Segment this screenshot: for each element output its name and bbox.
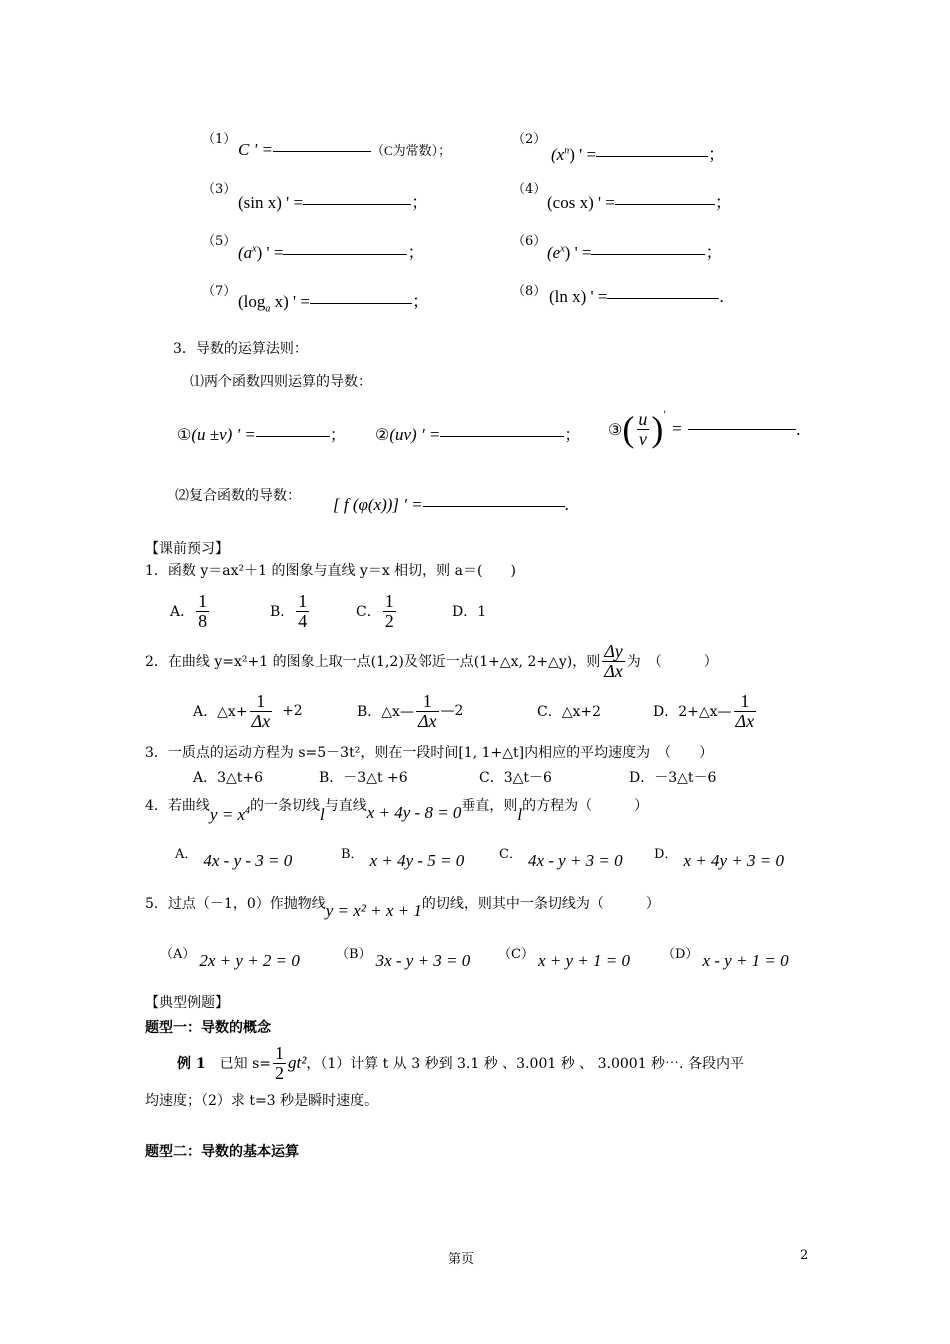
example-expr: gt² <box>288 1053 307 1073</box>
formula-tag: （3） <box>202 182 237 197</box>
fraction <box>602 642 625 681</box>
fraction <box>250 692 273 731</box>
option-b[interactable] <box>336 943 498 971</box>
formula-expr: x) ' = <box>270 292 310 311</box>
option-b[interactable] <box>270 592 356 631</box>
formula-expr: (x <box>551 145 565 164</box>
formula-expr: ) ' = <box>256 243 284 262</box>
fraction-den: Δx <box>417 710 437 731</box>
formula-expr: (a <box>238 243 253 262</box>
formula-end: ； <box>407 243 425 262</box>
option-expr: x + 4y + 3 = 0 <box>683 851 784 870</box>
fraction-num: u <box>638 409 648 429</box>
option-expr: x + y + 1 = 0 <box>537 951 630 970</box>
q1-options <box>170 592 486 631</box>
q4-options <box>175 843 784 871</box>
question-text: 为 （ ） <box>626 654 718 671</box>
formula-4 <box>512 178 546 197</box>
formula-note: （C为常数）； <box>370 143 452 158</box>
answer-blank[interactable] <box>688 428 796 430</box>
fraction <box>416 692 439 731</box>
question-text: 与直线 <box>324 798 367 814</box>
formula-expr: (cos x) ' = <box>547 193 615 212</box>
option-b[interactable] <box>341 843 499 871</box>
option-tail: +2 <box>282 703 303 720</box>
formula-6-lhs <box>547 238 722 263</box>
fraction-den: 8 <box>198 610 208 631</box>
left-paren-icon: ( <box>622 409 635 450</box>
formula-tag: （6） <box>512 234 547 249</box>
formula-tag: （2） <box>512 132 547 147</box>
formula-2-lhs <box>551 140 725 165</box>
fraction <box>383 592 396 631</box>
formula-3-lhs <box>238 188 428 213</box>
option-label: （C） <box>498 947 534 962</box>
option-tail: —2 <box>440 703 464 720</box>
type-1-heading: 题型一：导数的概念 <box>145 1020 271 1036</box>
fraction-den: Δx <box>735 710 755 731</box>
formula-tag: （1） <box>202 132 237 147</box>
answer-blank[interactable] <box>310 302 412 304</box>
formula-4-lhs <box>547 188 732 213</box>
fraction-num: 1 <box>740 691 750 711</box>
formula-expr: ) ' = <box>564 243 592 262</box>
formula-end: ； <box>411 193 429 212</box>
rule-expr: (u ±v) ' = <box>191 425 256 444</box>
option-a[interactable] <box>193 692 357 731</box>
formula-end: ； <box>411 292 429 311</box>
question-1 <box>145 560 516 580</box>
answer-blank[interactable] <box>256 435 330 437</box>
formula-5-lhs <box>238 238 424 263</box>
rule-end: . <box>564 495 569 514</box>
fraction-num: 1 <box>422 691 432 711</box>
option-a[interactable] <box>160 943 336 971</box>
formula-tag: （7） <box>202 284 237 299</box>
footer-label: 第页 <box>448 1252 475 1267</box>
example-label: 例 1 <box>177 1056 206 1073</box>
q3-options <box>193 767 716 787</box>
option-a[interactable] <box>170 592 270 631</box>
fraction-den: Δx <box>251 710 271 731</box>
section-3-sub1: ⑴两个函数四则运算的导数： <box>190 374 372 390</box>
question-text: 5．过点（－1，0）作抛物线 <box>145 896 326 912</box>
formula-8-lhs <box>549 287 724 307</box>
option-c[interactable] <box>537 701 653 721</box>
equals-sign: = <box>672 419 682 439</box>
page-number: 2 <box>800 1248 809 1263</box>
option-label: A． <box>175 847 198 862</box>
formula-6 <box>512 230 546 249</box>
line-expr: x + 4y - 8 = 0 <box>366 803 462 822</box>
formula-end: ； <box>705 243 723 262</box>
line-l: l <box>319 805 325 824</box>
curve-expr: y = x² + x + 1 <box>325 901 422 920</box>
curve-expr-text: y = x <box>209 805 245 824</box>
option-d[interactable] <box>452 601 486 621</box>
fraction <box>273 1044 286 1083</box>
fraction-den: 2 <box>384 610 394 631</box>
formula-end: . <box>719 287 724 306</box>
option-value: 1 <box>477 604 487 621</box>
question-3: 3．一质点的运动方程为 s=5－3t²，则在一段时间[1, 1+△t]内相应的平均速度为 （ ） <box>145 745 714 761</box>
formula-5 <box>202 230 236 249</box>
answer-blank[interactable] <box>273 150 371 152</box>
line-l: l <box>517 805 523 824</box>
fraction-num: 1 <box>198 591 208 611</box>
example-1-line2: 均速度；（2）求 t=3 秒是瞬时速度。 <box>145 1093 379 1109</box>
question-5 <box>145 893 660 921</box>
type-2-heading: 题型二：导数的基本运算 <box>145 1144 299 1160</box>
option-c[interactable] <box>499 843 654 871</box>
fraction-num: 1 <box>298 591 308 611</box>
option-c[interactable] <box>498 943 662 971</box>
formula-2 <box>512 128 546 147</box>
option-d[interactable] <box>654 843 784 871</box>
rule-tag: ① <box>177 425 192 444</box>
formula-tag: （4） <box>512 182 547 197</box>
option-expr: x - y + 1 = 0 <box>702 951 789 970</box>
answer-blank[interactable] <box>591 253 705 255</box>
formula-sub: a <box>265 303 271 315</box>
option-expr: 4x - y + 3 = 0 <box>527 851 623 870</box>
fraction <box>196 592 209 631</box>
question-text: 的方程为（ ） <box>522 798 649 814</box>
option-expr: 2x + y + 2 = 0 <box>199 951 300 970</box>
rule-tag: ③ <box>608 419 623 439</box>
answer-blank[interactable] <box>423 505 565 507</box>
fraction-den: v <box>638 428 647 449</box>
question-2 <box>145 642 718 681</box>
section-3-sub2: ⑵复合函数的导数： <box>175 488 301 504</box>
rule-2 <box>375 422 580 445</box>
option-label: （D） <box>662 947 699 962</box>
prime-mark: ' <box>663 410 667 421</box>
option-label: （A） <box>160 947 196 962</box>
formula-3 <box>202 178 236 197</box>
fraction-num: 1 <box>275 1043 284 1063</box>
formula-tag: （5） <box>202 234 237 249</box>
option-label: B． <box>341 847 364 862</box>
right-paren-icon: ) <box>651 409 664 450</box>
rule-expr: (uv) ' = <box>389 425 441 444</box>
formula-end: ； <box>708 145 726 164</box>
example-text: ，（1）计算 t 从 3 秒到 3.1 秒 、3.001 秒 、 3.0001 秒⋯. 各段内平 <box>306 1056 744 1073</box>
rule-3 <box>608 410 801 449</box>
formula-tag: （8） <box>512 284 547 299</box>
option-label: B． <box>270 604 295 621</box>
fraction-num: 1 <box>256 691 266 711</box>
option-label: （B） <box>336 947 372 962</box>
formula-7-lhs <box>238 287 429 314</box>
option-label: A．△x+ <box>193 704 248 721</box>
formula-expr: C ' = <box>238 140 273 159</box>
question-text: 的一条切线 <box>249 798 320 814</box>
question-text: y＝ax²＋1 的图象与直线 y＝x 相切，则 a＝( ) <box>200 563 516 579</box>
option-expr: 4x - y - 3 = 0 <box>203 851 293 870</box>
option-label: D．2+△x— <box>653 704 732 721</box>
section-3-title: 3．导数的运算法则： <box>173 341 308 357</box>
answer-blank[interactable] <box>607 297 719 299</box>
option-d[interactable]: D．－3△t－6 <box>629 770 717 786</box>
option-a[interactable] <box>175 843 341 871</box>
example-1 <box>177 1044 744 1083</box>
fraction-den: Δx <box>604 660 623 681</box>
question-text: 的切线，则其中一条切线为（ ） <box>421 896 660 912</box>
option-label: D． <box>452 604 478 621</box>
answer-blank[interactable] <box>596 155 708 157</box>
option-label: D． <box>654 847 678 862</box>
option-b[interactable]: B．－3△t +6 <box>319 770 408 786</box>
option-b[interactable] <box>357 692 537 731</box>
rule-end: ； <box>564 425 581 444</box>
example-text: 已知 s= <box>219 1056 271 1073</box>
option-a[interactable]: A．3△t+6 <box>193 770 264 786</box>
option-expr: 3x - y + 3 = 0 <box>375 951 471 970</box>
formula-expr: ) ' = <box>569 145 597 164</box>
rule-end: ； <box>329 425 346 444</box>
fraction <box>296 592 309 631</box>
rule-expr: [ f (φ(x))] ' = <box>333 495 423 514</box>
question-4 <box>145 795 648 825</box>
fraction-num: 1 <box>384 591 394 611</box>
option-d[interactable] <box>653 692 758 731</box>
option-label: C． <box>356 604 381 621</box>
option-label: C． <box>499 847 522 862</box>
fraction-num: Δy <box>604 641 623 661</box>
option-d[interactable] <box>662 943 789 971</box>
option-expr: x + 4y - 5 = 0 <box>369 851 465 870</box>
formula-end: ； <box>714 193 732 212</box>
rule-4 <box>333 495 569 515</box>
formula-sup: x <box>252 243 257 255</box>
formula-expr: (e <box>547 243 561 262</box>
answer-blank[interactable] <box>440 435 564 437</box>
formula-7 <box>202 280 236 299</box>
question-text: 1．函数 <box>145 563 201 579</box>
q5-options <box>160 943 789 971</box>
question-text: 4．若曲线 <box>145 798 210 814</box>
q2-options <box>193 692 758 731</box>
option-c[interactable] <box>356 592 452 631</box>
examples-heading: 【典型例题】 <box>145 995 229 1011</box>
formula-8 <box>512 280 546 299</box>
answer-blank[interactable] <box>303 203 411 205</box>
curve-sup: 4 <box>244 805 250 817</box>
formula-sup: n <box>564 145 570 157</box>
fraction <box>636 410 649 449</box>
answer-blank[interactable] <box>615 203 715 205</box>
answer-blank[interactable] <box>283 253 407 255</box>
option-label: C．△x+2 <box>537 704 602 721</box>
formula-expr: (ln x) ' = <box>549 287 608 306</box>
rule-1 <box>177 422 346 445</box>
formula-sup: x <box>560 243 565 255</box>
fraction <box>734 692 757 731</box>
question-text: 2．在曲线 y=x²+1 的图象上取一点(1,2)及邻近一点(1+△x, 2+△y)，则 <box>145 654 601 671</box>
formula-expr: (sin x) ' = <box>238 193 304 212</box>
rule-end: . <box>795 419 801 439</box>
option-label: A． <box>170 604 195 621</box>
option-c[interactable]: C．3△t－6 <box>479 770 552 786</box>
rule-tag: ② <box>375 425 390 444</box>
formula-expr: (log <box>238 292 266 311</box>
preview-heading: 【课前预习】 <box>145 541 229 557</box>
formula-1-lhs <box>238 140 451 160</box>
option-label: B．△x— <box>357 704 414 721</box>
formula-1 <box>202 128 236 147</box>
fraction-den: 4 <box>298 610 308 631</box>
question-text: 垂直，则 <box>461 798 518 814</box>
fraction-den: 2 <box>275 1062 284 1083</box>
curve-expr <box>210 805 250 825</box>
